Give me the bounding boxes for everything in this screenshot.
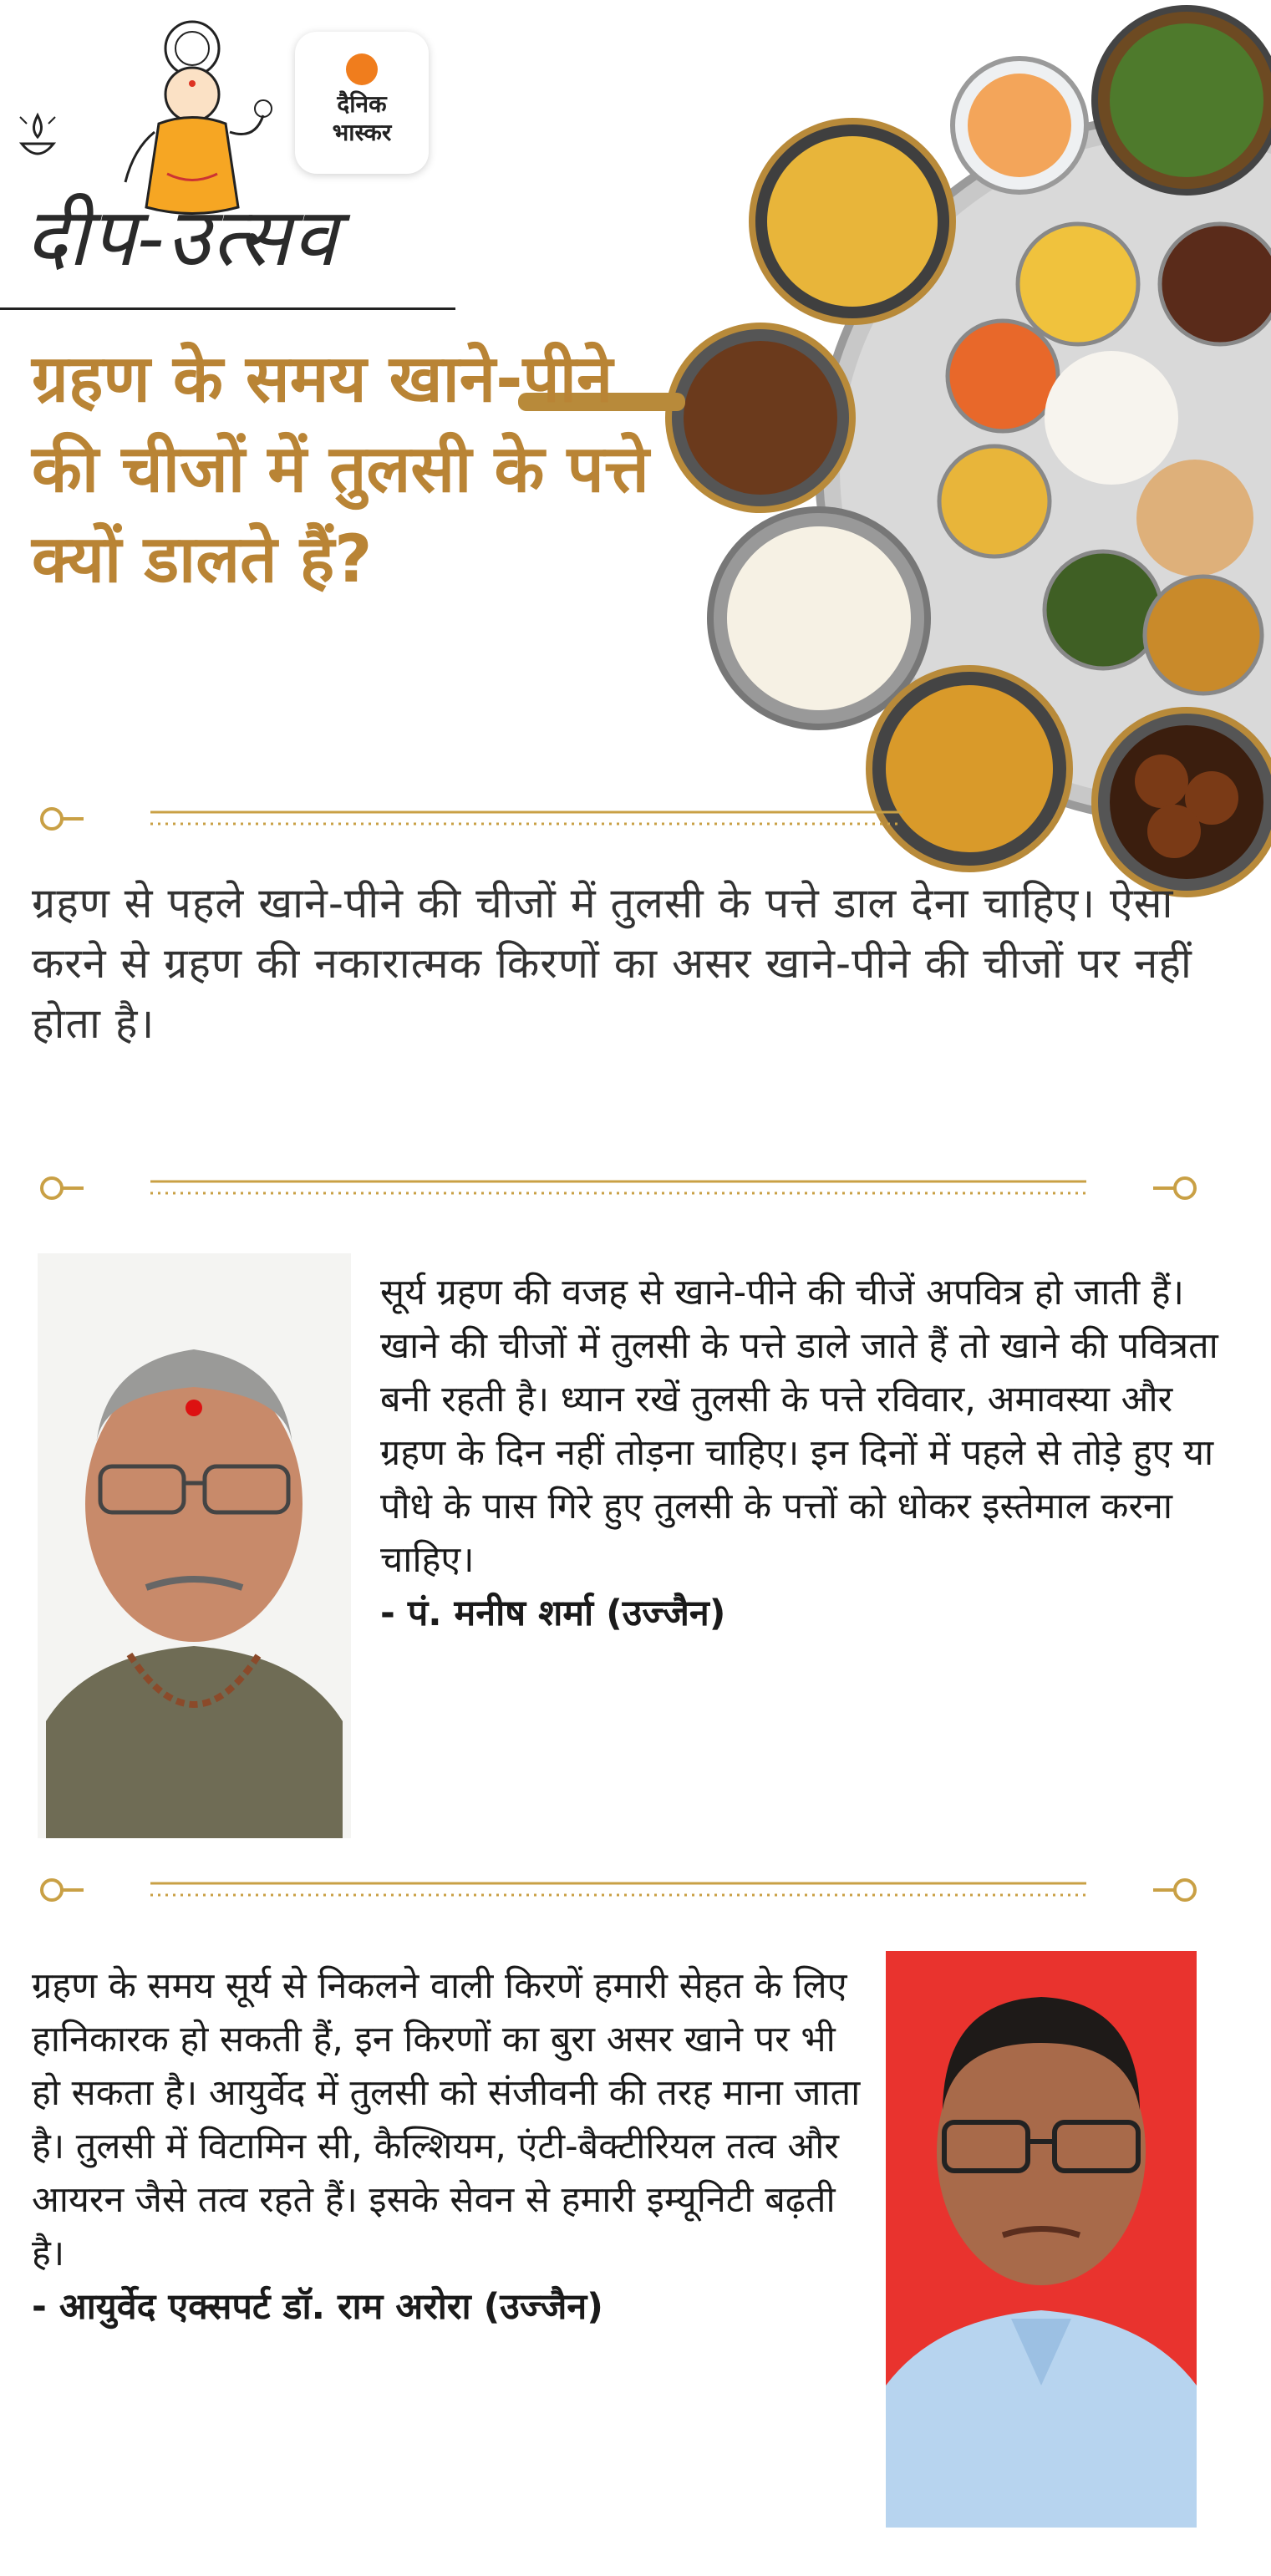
expert-photo-ram-arora bbox=[886, 1951, 1197, 2528]
festival-title: दीप-उत्सव bbox=[25, 191, 339, 284]
ornament-divider bbox=[33, 1872, 1203, 1908]
expert-quote-block-1 bbox=[380, 1266, 1233, 1640]
intro-paragraph: ग्रहण से पहले खाने-पीने की चीजों में तुलसी के पत्ते डाल देना चाहिए। ऐसा करने से ग्रहण की नकारात्मक किरणों का असर खाने-पीने की चीजों पर नहीं होता है। bbox=[32, 879, 1192, 1048]
dainik-bhaskar-logo bbox=[295, 32, 429, 174]
expert-attribution-1: - पं. मनीष शर्मा (उज्जैन) bbox=[380, 1593, 726, 1634]
sun-dot-icon bbox=[346, 53, 378, 85]
brand-line-2: भास्कर bbox=[332, 119, 392, 146]
article-title: ग्रहण के समय खाने-पीने की चीजों में तुलसी के पत्ते क्यों डालते हैं? bbox=[32, 342, 649, 597]
brand-line-1: दैनिक bbox=[337, 90, 387, 118]
expert-photo-manish-sharma bbox=[38, 1253, 351, 1838]
expert-quote-1: सूर्य ग्रहण की वजह से खाने-पीने की चीजें अपवित्र हो जाती हैं। खाने की चीजों में तुलसी के पत्ते डाले जाते हैं तो खाने की पवित्रता बनी रहती है। ध्यान रखें तुलसी के पत्ते रविवार, अमावस्या और ग्रहण के दिन नहीं तोड़ना चाहिए। इन दिनों में पहले से तोड़े हुए या पौधे के पास गिरे हुए तुलसी के पत्तों को धोकर इस्तेमाल करना चाहिए। bbox=[380, 1272, 1218, 1581]
expert-quote-2: ग्रहण के समय सूर्य से निकलने वाली किरणें हमारी सेहत के लिए हानिकारक हो सकती हैं, इन किरणों का बुरा असर खाने पर भी हो सकता है। आयुर्वेद में तुलसी को संजीवनी की तरह माना जाता है। तुलसी में विटामिन सी, कैल्शियम, एंटी-बैक्टीरियल तत्व और आयरन जैसे तत्व रहते हैं। इसके सेवन से हमारी इम्यूनिटी बढ़ती है। bbox=[32, 1965, 861, 2274]
diya-lamp-icon bbox=[17, 109, 58, 167]
expert-quote-block-2 bbox=[32, 1959, 867, 2334]
expert-attribution-2: - आयुर्वेद एक्सपर्ट डॉ. राम अरोरा (उज्जैन) bbox=[32, 2286, 603, 2328]
ornament-divider bbox=[33, 800, 911, 837]
header-divider bbox=[0, 307, 455, 310]
ornament-divider bbox=[33, 1170, 1203, 1207]
